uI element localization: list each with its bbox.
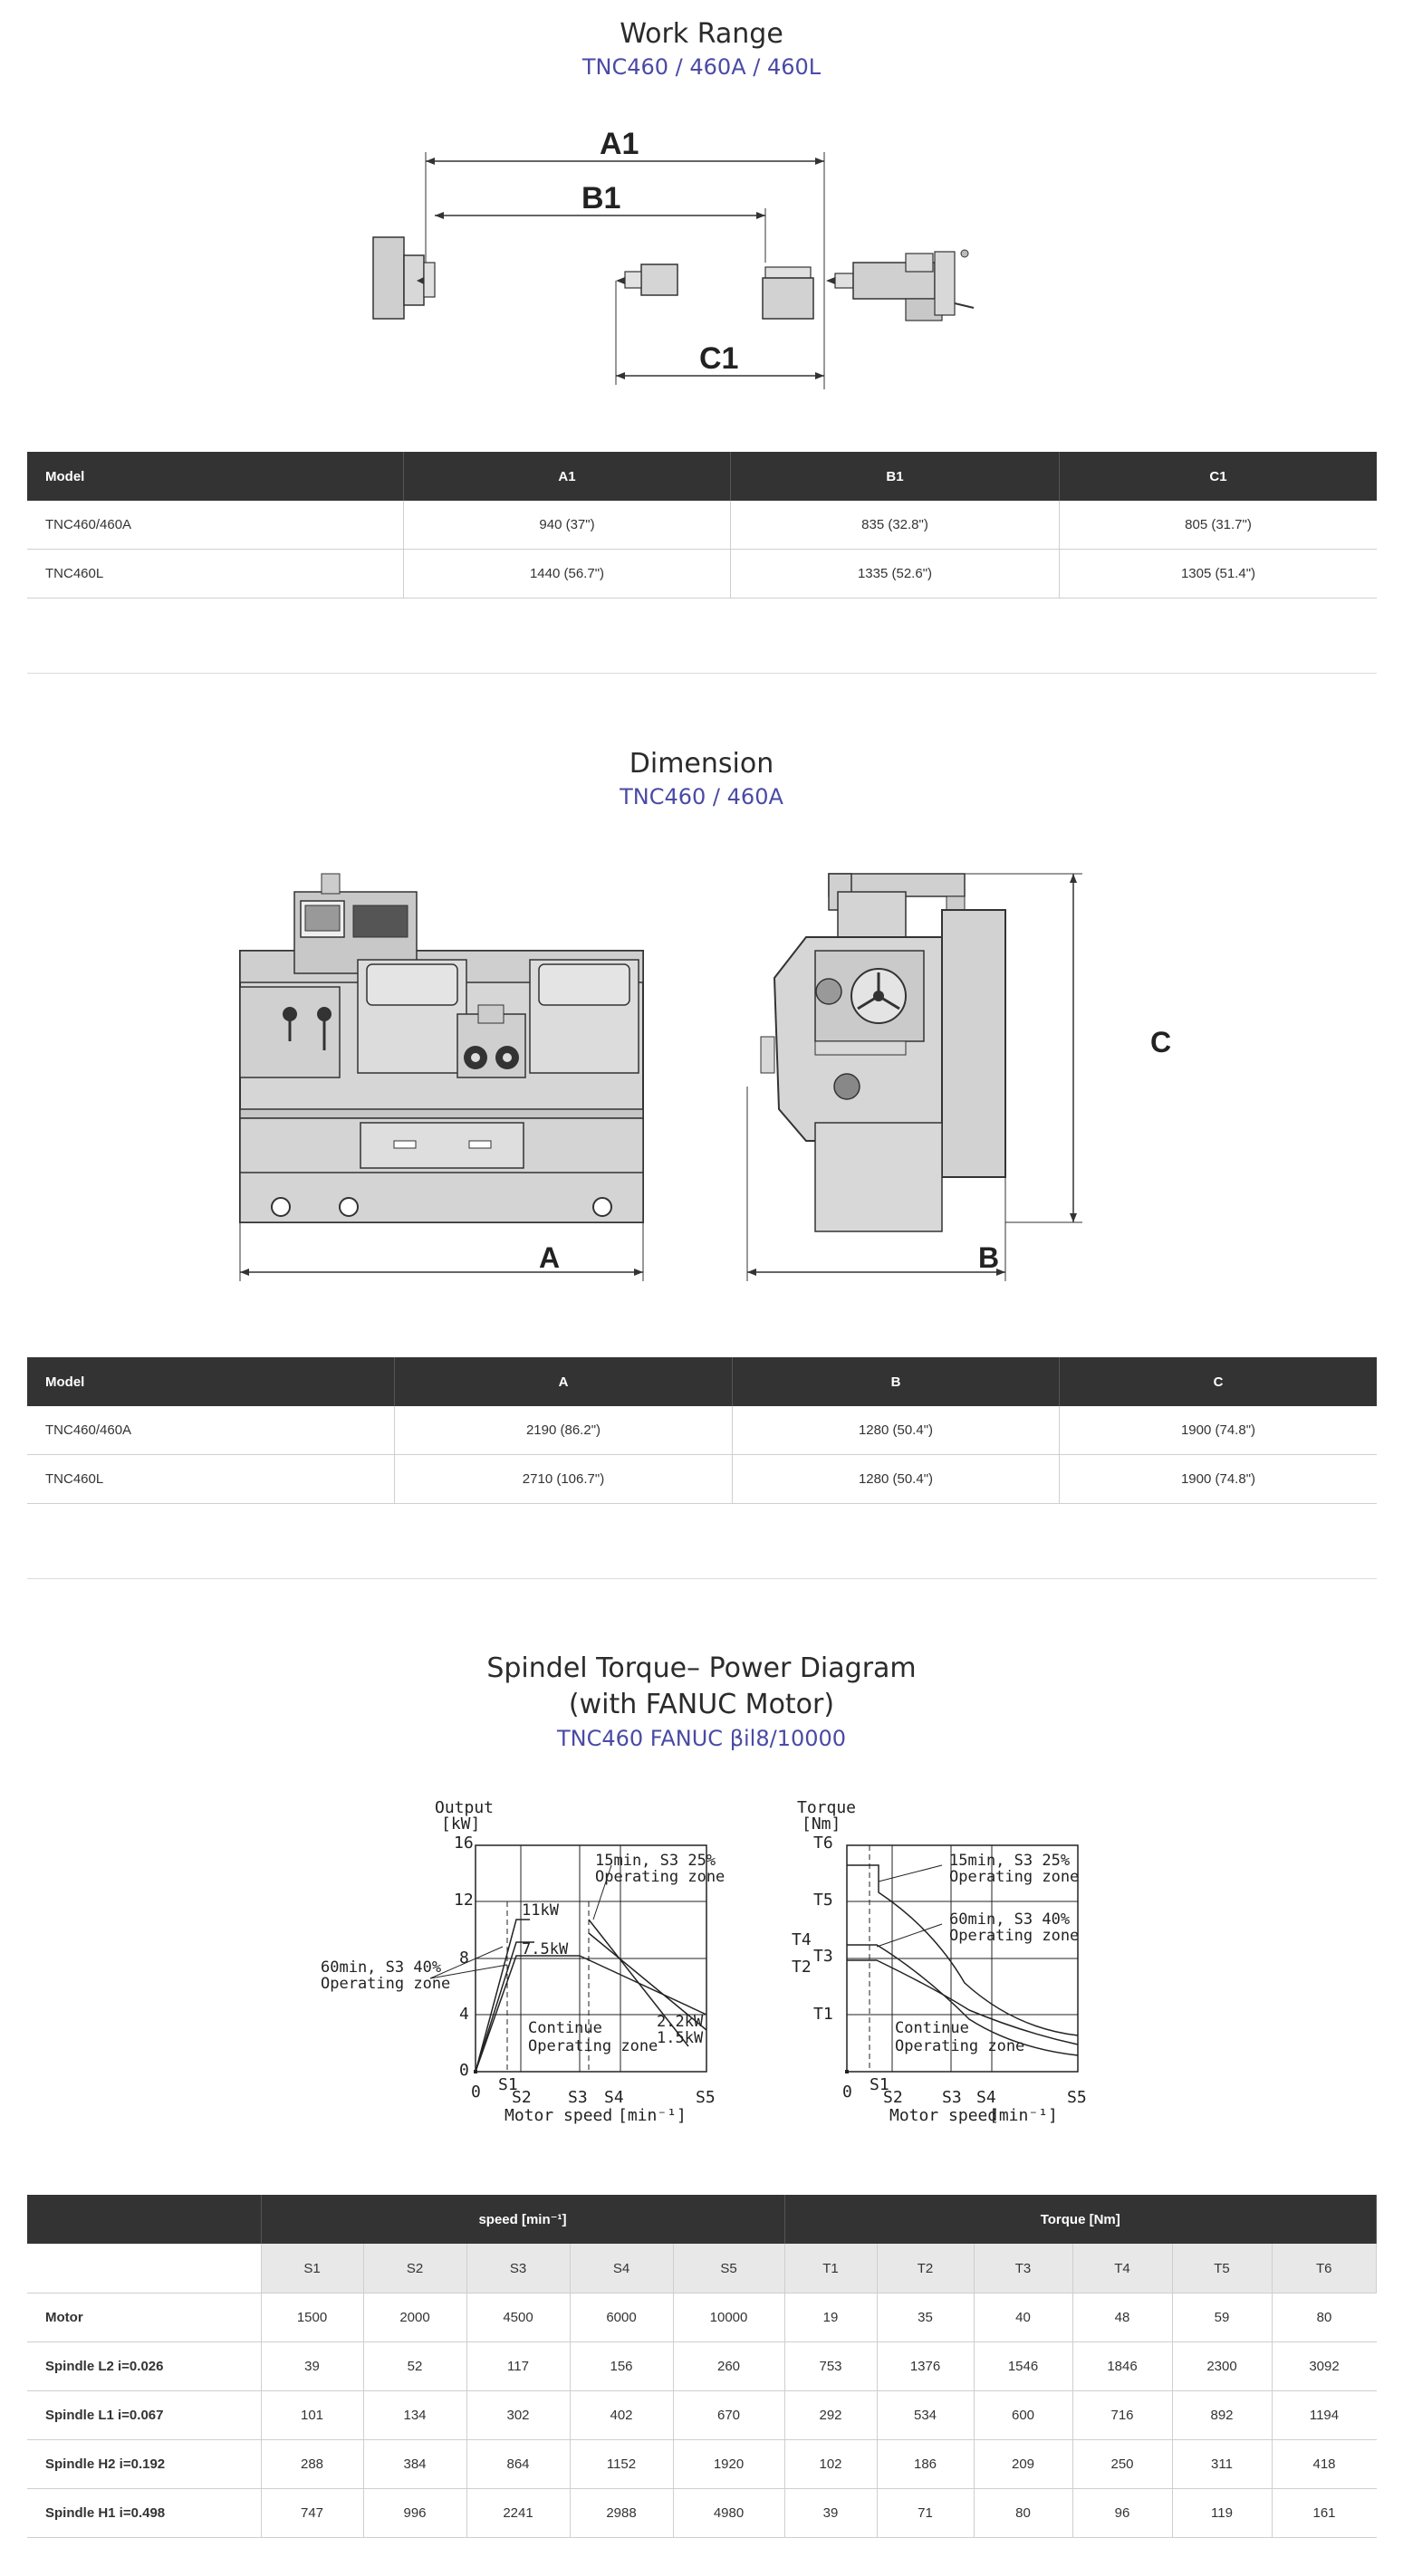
- cell-value: 670: [673, 2391, 784, 2440]
- lathe-side-view-icon: [761, 874, 1005, 1231]
- col-header-s5: S5: [673, 2244, 784, 2294]
- cell-c: 1900 (74.8"): [1060, 1406, 1378, 1455]
- torque-ytick-t6: T6: [813, 1834, 833, 1853]
- torque-xtick-s4: S4: [976, 2088, 996, 2107]
- cell-c: 1900 (74.8"): [1060, 1455, 1378, 1504]
- output-xlabel: Motor speed: [505, 2106, 613, 2125]
- spindle-title-line2: (with FANUC Motor): [568, 1689, 835, 1720]
- cell-value: 753: [784, 2342, 877, 2391]
- table-row: [27, 550, 1377, 599]
- label-a1: A1: [600, 127, 639, 161]
- dimension-title: Dimension: [629, 748, 774, 780]
- cell-value: 402: [570, 2391, 673, 2440]
- cell-value: 161: [1272, 2489, 1377, 2538]
- cell-value: 39: [261, 2342, 363, 2391]
- torque-ann-s3-40-line1: 60min, S3 40%: [949, 1910, 1071, 1929]
- col-header-b: B: [733, 1357, 1060, 1406]
- cell-value: 1500: [261, 2294, 363, 2342]
- cell-value: 209: [974, 2440, 1072, 2489]
- cell-value: 101: [261, 2391, 363, 2440]
- cell-value: 2988: [570, 2489, 673, 2538]
- cell-value: 716: [1072, 2391, 1172, 2440]
- cell-value: 534: [877, 2391, 974, 2440]
- work-range-title: Work Range: [620, 18, 783, 50]
- output-ann-22kw: 2.2kW: [657, 2013, 704, 2031]
- torque-xtick-s1: S1: [870, 2075, 889, 2094]
- output-xtick-s2: S2: [512, 2088, 532, 2107]
- torque-xzero: 0: [842, 2083, 852, 2102]
- col-header-s4: S4: [570, 2244, 673, 2294]
- torque-ytick-t4: T4: [792, 1930, 812, 1949]
- label-c1: C1: [699, 341, 739, 376]
- cell-a1: 1440 (56.7"): [404, 550, 731, 599]
- output-ann-cont-line2: Operating zone: [528, 2037, 658, 2055]
- table-row: [27, 501, 1377, 550]
- col-header-b1: B1: [731, 452, 1060, 501]
- cell-b: 1280 (50.4"): [733, 1406, 1060, 1455]
- cell-value: 288: [261, 2440, 363, 2489]
- cell-value: 6000: [570, 2294, 673, 2342]
- col-header-s1: S1: [261, 2244, 363, 2294]
- torque-ann-cont-line1: Continue: [895, 2019, 969, 2037]
- cell-a: 2710 (106.7"): [395, 1455, 733, 1504]
- table-row: [27, 2391, 1377, 2440]
- output-ann-s3-40-line2: Operating zone: [321, 1975, 451, 1993]
- speed-torque-table-body: [27, 2294, 1377, 2538]
- table-row: [27, 2342, 1377, 2391]
- torque-yunit: [Nm]: [802, 1815, 841, 1834]
- cell-value: 40: [974, 2294, 1072, 2342]
- col-header-s2: S2: [363, 2244, 466, 2294]
- output-ann-s3-25-line1: 15min, S3 25%: [595, 1852, 716, 1870]
- cell-value: 80: [1272, 2294, 1377, 2342]
- cell-model: TNC460/460A: [27, 501, 404, 550]
- torque-xtick-s2: S2: [883, 2088, 903, 2107]
- cell-value: 48: [1072, 2294, 1172, 2342]
- col-header-c1: C1: [1060, 452, 1378, 501]
- torque-chart: [779, 1793, 1105, 2137]
- cell-value: 39: [784, 2489, 877, 2538]
- cell-value: 311: [1172, 2440, 1272, 2489]
- cell-value: 59: [1172, 2294, 1272, 2342]
- output-xunit: [min⁻¹]: [618, 2106, 687, 2125]
- cell-model: Spindle L1 i=0.067: [27, 2391, 261, 2440]
- col-header-model: Model: [27, 1357, 395, 1406]
- cell-model: Spindle H1 i=0.498: [27, 2489, 261, 2538]
- output-xtick-s3: S3: [568, 2088, 588, 2107]
- cell-model: Spindle L2 i=0.026: [27, 2342, 261, 2391]
- output-ann-75kw: 7.5kW: [522, 1940, 569, 1958]
- speed-torque-table: [27, 2195, 1377, 2538]
- spindle-title-line1: Spindel Torque– Power Diagram: [486, 1652, 917, 1684]
- torque-xtick-s5: S5: [1067, 2088, 1087, 2107]
- cell-value: 2300: [1172, 2342, 1272, 2391]
- cell-value: 250: [1072, 2440, 1172, 2489]
- output-power-chart: [317, 1793, 734, 2137]
- cell-model: Motor: [27, 2294, 261, 2342]
- output-ann-cont-line1: Continue: [528, 2019, 602, 2037]
- work-range-subtitle: TNC460 / 460A / 460L: [581, 54, 822, 80]
- cell-value: 102: [784, 2440, 877, 2489]
- col-header-a: A: [395, 1357, 733, 1406]
- cell-model: Spindle H2 i=0.192: [27, 2440, 261, 2489]
- col-header-model: Model: [27, 452, 404, 501]
- cell-value: 80: [974, 2489, 1072, 2538]
- cell-value: 996: [363, 2489, 466, 2538]
- torque-ann-s3-40-line2: Operating zone: [949, 1927, 1080, 1945]
- cell-value: 418: [1272, 2440, 1377, 2489]
- tailstock-icon: [826, 250, 974, 321]
- cell-value: 96: [1072, 2489, 1172, 2538]
- dimension-diagram: [226, 860, 1223, 1295]
- section-divider: [27, 1578, 1377, 1579]
- output-ytick-12: 12: [454, 1891, 474, 1910]
- label-b: B: [978, 1241, 1000, 1274]
- cell-value: 260: [673, 2342, 784, 2391]
- cell-value: 35: [877, 2294, 974, 2342]
- spindle-subtitle: TNC460 FANUC βil8/10000: [556, 1726, 847, 1751]
- output-ann-s3-40-line1: 60min, S3 40%: [321, 1958, 442, 1977]
- output-xzero: 0: [471, 2083, 481, 2102]
- cell-value: 117: [466, 2342, 570, 2391]
- col-header-a1: A1: [404, 452, 731, 501]
- cell-value: 19: [784, 2294, 877, 2342]
- header-torque-group: Torque [Nm]: [784, 2195, 1377, 2244]
- torque-ann-s3-25-line1: 15min, S3 25%: [949, 1852, 1071, 1870]
- cell-value: 1546: [974, 2342, 1072, 2391]
- cell-value: 71: [877, 2489, 974, 2538]
- col-header-t6: T6: [1272, 2244, 1377, 2294]
- table-row: [27, 2489, 1377, 2538]
- cell-value: 292: [784, 2391, 877, 2440]
- header-speed-group: speed [min⁻¹]: [261, 2195, 784, 2244]
- output-xtick-s1: S1: [498, 2075, 518, 2094]
- output-ann-15kw: 1.5kW: [657, 2029, 704, 2047]
- col-header-c: C: [1060, 1357, 1378, 1406]
- cell-value: 1920: [673, 2440, 784, 2489]
- cell-value: 600: [974, 2391, 1072, 2440]
- work-range-table: [27, 452, 1377, 599]
- col-header-t1: T1: [784, 2244, 877, 2294]
- table-row: [27, 1455, 1377, 1504]
- torque-ann-cont-line2: Operating zone: [895, 2037, 1025, 2055]
- output-ytick-8: 8: [459, 1949, 469, 1968]
- torque-ann-s3-25-line2: Operating zone: [949, 1868, 1080, 1886]
- cell-model: TNC460L: [27, 550, 404, 599]
- output-ytick-4: 4: [459, 2005, 469, 2024]
- label-a: A: [539, 1241, 561, 1274]
- cell-value: 864: [466, 2440, 570, 2489]
- table-row: [27, 1406, 1377, 1455]
- cell-model: TNC460/460A: [27, 1406, 395, 1455]
- cell-value: 156: [570, 2342, 673, 2391]
- tool-holder-icon: [616, 264, 677, 295]
- output-yunit: [kW]: [441, 1815, 481, 1834]
- dimension-subtitle: TNC460 / 460A: [620, 784, 783, 809]
- cell-value: 4500: [466, 2294, 570, 2342]
- cell-a1: 940 (37"): [404, 501, 731, 550]
- torque-xlabel: Motor speed: [889, 2106, 998, 2125]
- cell-value: 134: [363, 2391, 466, 2440]
- cell-value: 302: [466, 2391, 570, 2440]
- torque-xunit: [min⁻¹]: [989, 2106, 1058, 2125]
- table-row: [27, 2294, 1377, 2342]
- cell-c1: 1305 (51.4"): [1060, 550, 1378, 599]
- cell-value: 747: [261, 2489, 363, 2538]
- cell-value: 1376: [877, 2342, 974, 2391]
- cell-value: 892: [1172, 2391, 1272, 2440]
- cell-value: 2000: [363, 2294, 466, 2342]
- cell-b: 1280 (50.4"): [733, 1455, 1060, 1504]
- cell-value: 10000: [673, 2294, 784, 2342]
- header-blank: [27, 2244, 261, 2294]
- tailstock-block-icon: [763, 267, 813, 319]
- output-ann-11kw: 11kW: [522, 1901, 559, 1920]
- col-header-t3: T3: [974, 2244, 1072, 2294]
- col-header-t2: T2: [877, 2244, 974, 2294]
- col-header-t5: T5: [1172, 2244, 1272, 2294]
- torque-ytick-t2: T2: [792, 1958, 812, 1977]
- output-ylabel: Output: [435, 1798, 495, 1817]
- col-header-s3: S3: [466, 2244, 570, 2294]
- torque-ytick-t5: T5: [813, 1891, 833, 1910]
- table-row: [27, 2440, 1377, 2489]
- label-c: C: [1150, 1026, 1172, 1058]
- section-divider: [27, 673, 1377, 674]
- cell-value: 1194: [1272, 2391, 1377, 2440]
- cell-value: 186: [877, 2440, 974, 2489]
- dimension-table: [27, 1357, 1377, 1504]
- cell-value: 52: [363, 2342, 466, 2391]
- torque-xtick-s3: S3: [942, 2088, 962, 2107]
- lathe-front-view-icon: [240, 874, 643, 1222]
- cell-value: 1152: [570, 2440, 673, 2489]
- label-b1: B1: [581, 181, 621, 215]
- output-ytick-0: 0: [459, 2061, 469, 2080]
- cell-c1: 805 (31.7"): [1060, 501, 1378, 550]
- cell-value: 1846: [1072, 2342, 1172, 2391]
- cell-value: 3092: [1272, 2342, 1377, 2391]
- work-range-diagram: [362, 118, 1051, 389]
- output-ytick-16: 16: [454, 1834, 474, 1853]
- output-xtick-s5: S5: [696, 2088, 716, 2107]
- cell-value: 119: [1172, 2489, 1272, 2538]
- torque-ytick-t1: T1: [813, 2005, 833, 2024]
- cell-model: TNC460L: [27, 1455, 395, 1504]
- cell-a: 2190 (86.2"): [395, 1406, 733, 1455]
- torque-ytick-t3: T3: [813, 1947, 833, 1966]
- torque-ylabel: Torque: [797, 1798, 857, 1817]
- output-ann-s3-25-line2: Operating zone: [595, 1868, 726, 1886]
- col-header-t4: T4: [1072, 2244, 1172, 2294]
- output-xtick-s4: S4: [604, 2088, 624, 2107]
- cell-value: 2241: [466, 2489, 570, 2538]
- header-blank: [27, 2195, 261, 2244]
- cell-value: 4980: [673, 2489, 784, 2538]
- cell-value: 384: [363, 2440, 466, 2489]
- cell-b1: 1335 (52.6"): [731, 550, 1060, 599]
- cell-b1: 835 (32.8"): [731, 501, 1060, 550]
